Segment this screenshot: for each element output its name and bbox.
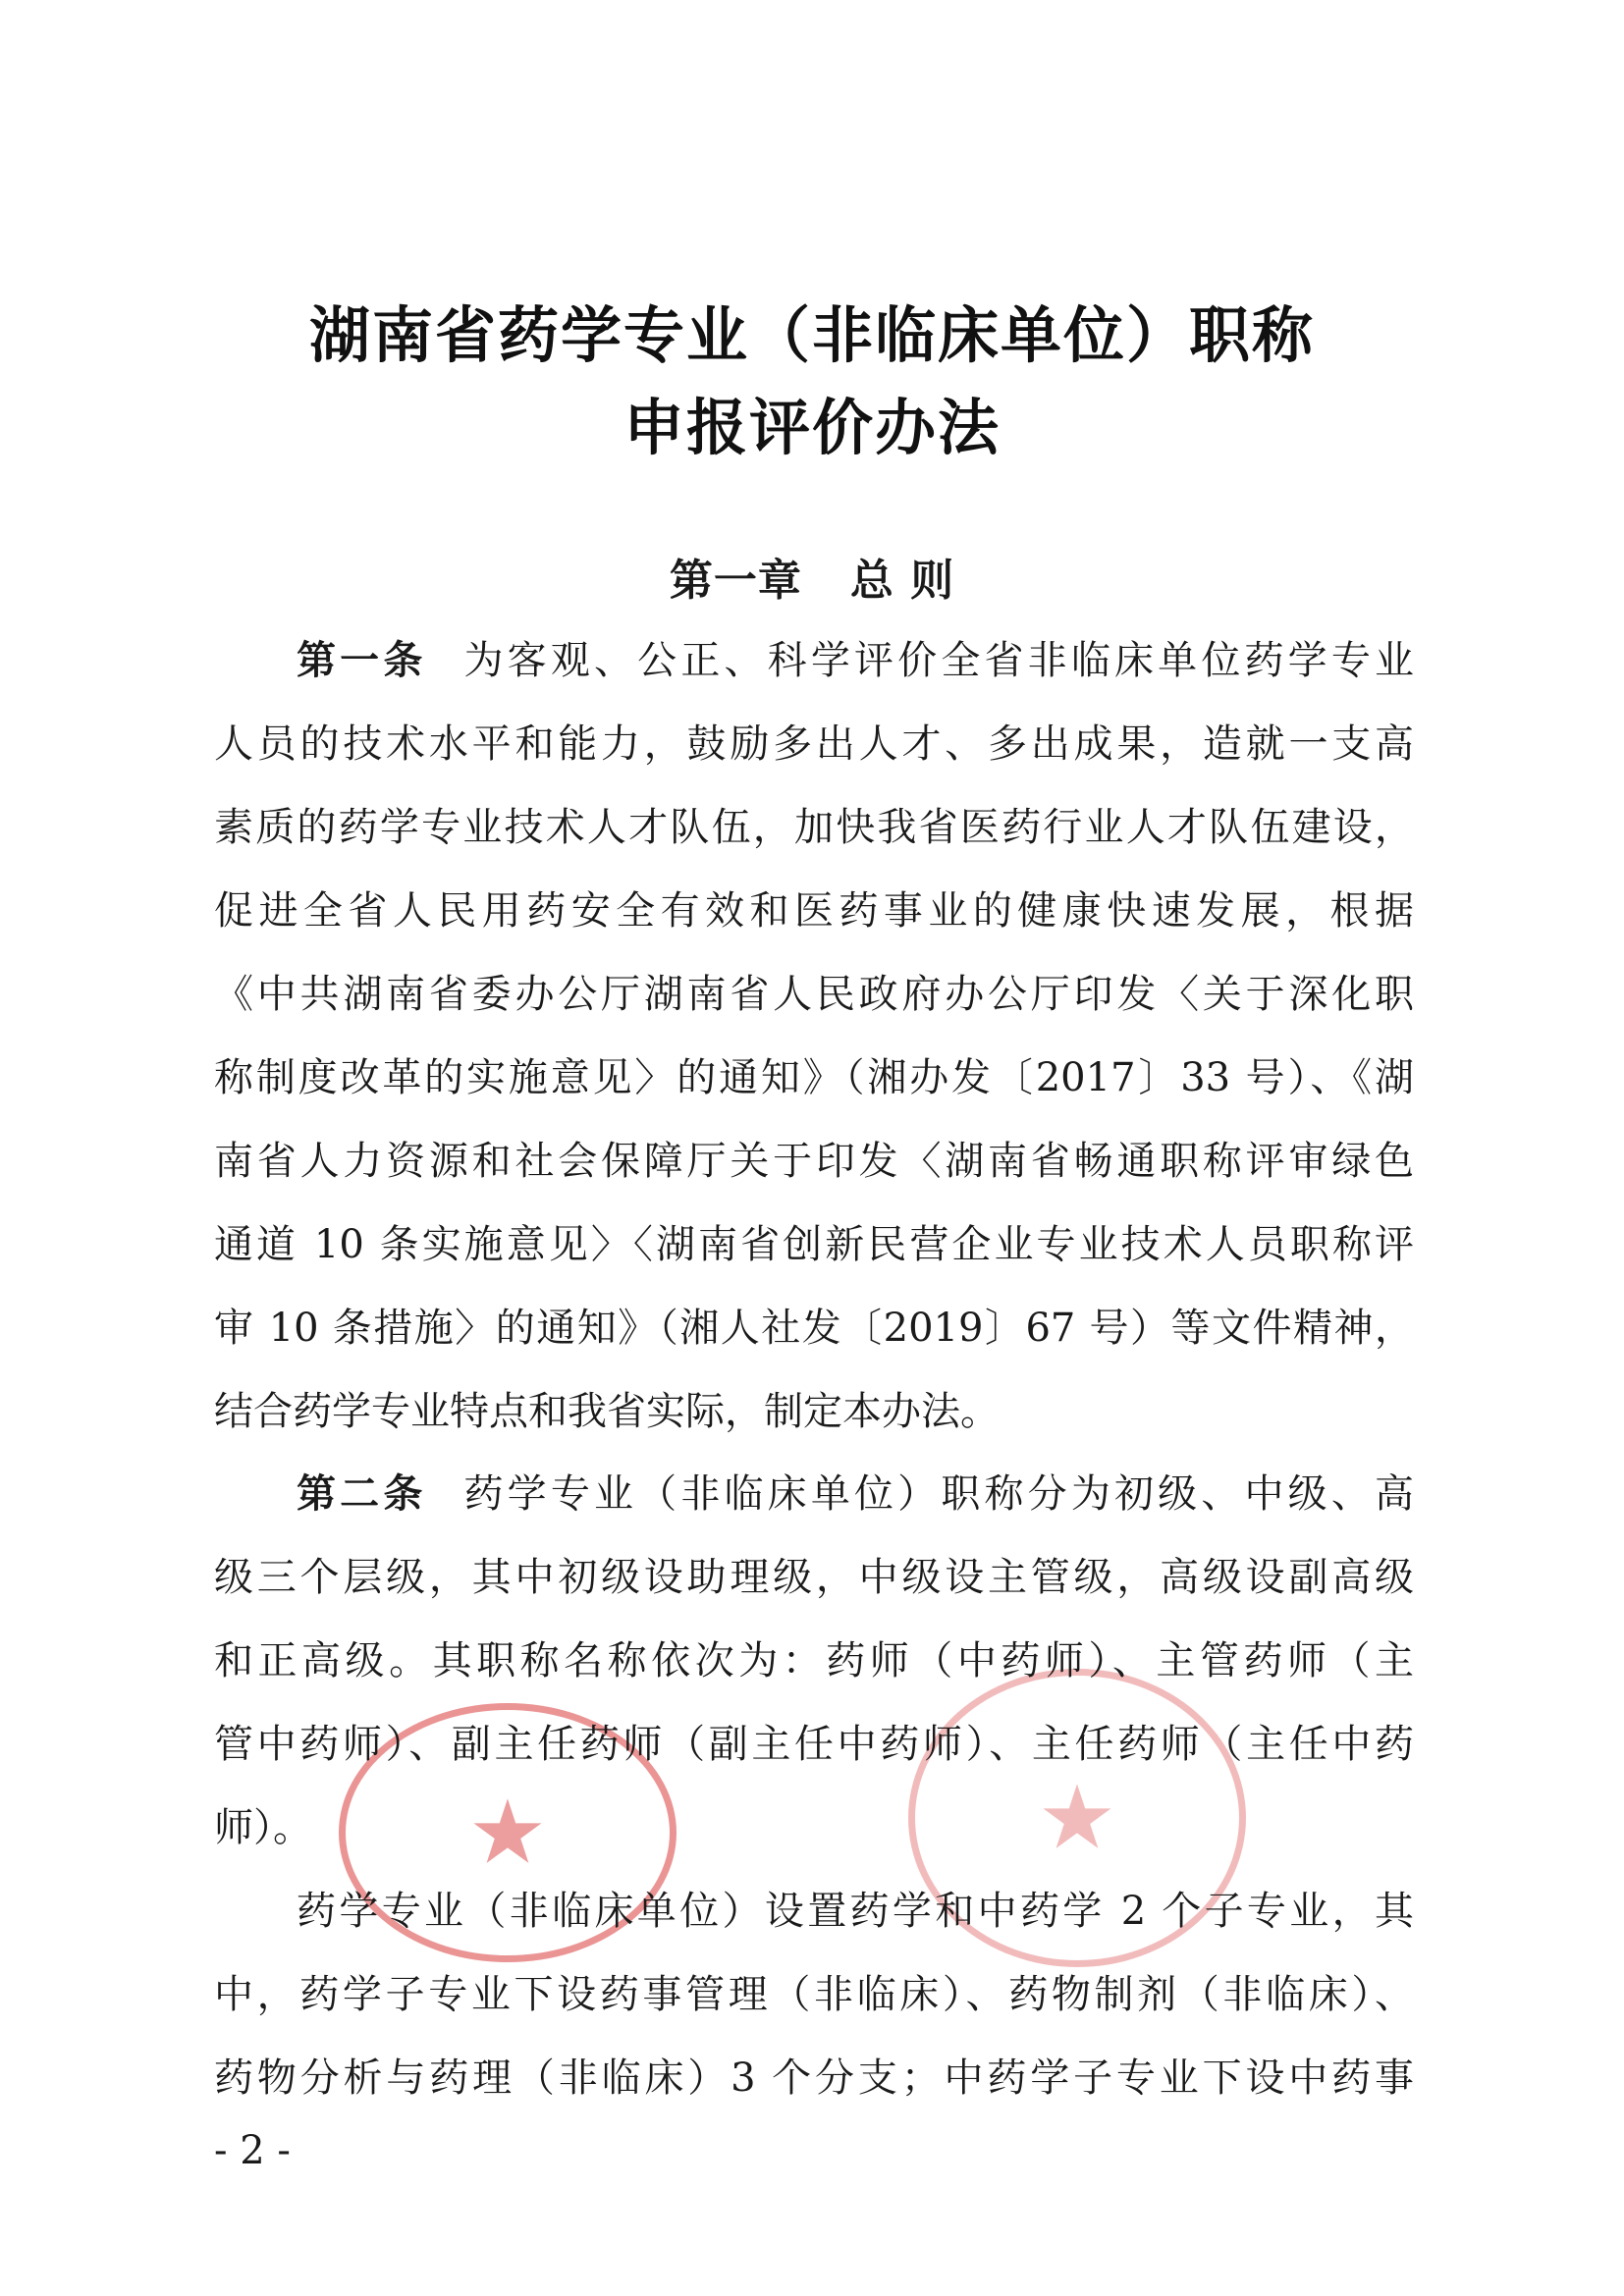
star-icon: ★ [467,1781,548,1885]
article2-line: 第二条 药学专业（非临床单位）职称分为初级、中级、高 [297,1471,1414,1517]
document-title-line2: 申报评价办法 [623,392,1001,463]
article2-line: 管中药师）、副主任药师（副主任中药师）、主任药师（主任中药 [214,1722,1414,1767]
article1-line: 第一条 为客观、公正、科学评价全省非临床单位药学专业 [297,638,1414,683]
paragraph3-line: 药物分析与药理（非临床）3 个分支；中药学子专业下设中药事 [214,2056,1414,2101]
chapter-heading: 第一章 总 则 [669,556,955,606]
page-number: - 2 - [214,2128,291,2173]
article1-label: 第一条 [297,638,427,683]
paragraph3-line: 药学专业（非临床单位）设置药学和中药学 2 个子专业，其 [297,1889,1414,1934]
article1-line: 《中共湖南省委办公厅湖南省人民政府办公厅印发〈关于深化职 [214,972,1414,1017]
star-icon: ★ [1037,1766,1117,1870]
article1-line: 素质的药学专业技术人才队伍，加快我省医药行业人才队伍建设， [214,805,1414,850]
article2-label: 第二条 [297,1471,427,1517]
article1-line: 称制度改革的实施意见〉的通知》（湘办发〔2017〕33 号）、《湖 [214,1055,1414,1100]
article1-line: 结合药学专业特点和我省实际，制定本办法。 [214,1389,1000,1434]
article1-line: 审 10 条措施〉的通知》（湘人社发〔2019〕67 号）等文件精神， [214,1306,1414,1351]
paragraph3-line: 中，药学子专业下设药事管理（非临床）、药物制剂（非临床）、 [214,1972,1414,2017]
article2-line: 师）。 [214,1805,312,1850]
article1-line: 促进全省人民用药安全有效和医药事业的健康快速发展，根据 [214,888,1414,934]
article1-line: 人员的技术水平和能力，鼓励多出人才、多出成果，造就一支高 [214,721,1414,767]
document-title-line1: 湖南省药学专业（非临床单位）职称 [308,299,1315,371]
article1-line: 通道 10 条实施意见〉〈湖南省创新民营企业专业技术人员职称评 [214,1222,1414,1267]
article1-line: 南省人力资源和社会保障厅关于印发〈湖南省畅通职称评审绿色 [214,1139,1414,1184]
article2-line: 和正高级。其职称名称依次为：药师（中药师）、主管药师（主 [214,1638,1414,1683]
article2-line: 级三个层级，其中初级设助理级，中级设主管级，高级设副高级 [214,1555,1414,1600]
